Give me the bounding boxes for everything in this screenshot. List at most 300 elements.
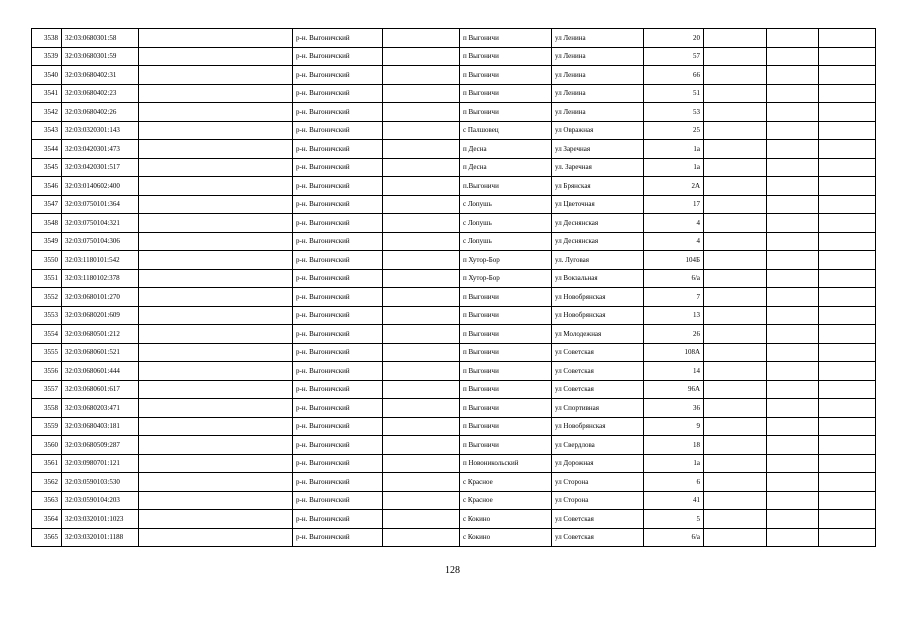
empty-cell (767, 510, 819, 529)
empty-cell (139, 436, 293, 455)
district-cell: р-н. Выгоничский (293, 528, 383, 547)
empty-cell (139, 399, 293, 418)
empty-cell (767, 362, 819, 381)
cadastral-number-cell: 32:03:0680403:181 (62, 417, 139, 436)
empty-cell (819, 380, 876, 399)
empty-cell (767, 288, 819, 307)
empty-cell (383, 269, 460, 288)
house-number-cell: 6/а (644, 269, 704, 288)
house-number-cell: 18 (644, 436, 704, 455)
table-row (32, 232, 876, 251)
row-number-cell: 3555 (32, 343, 62, 362)
house-number-cell: 2А (644, 177, 704, 196)
empty-cell (767, 47, 819, 66)
table-row (32, 399, 876, 418)
row-number-cell: 3546 (32, 177, 62, 196)
empty-cell (383, 399, 460, 418)
empty-cell (139, 473, 293, 492)
row-number-cell: 3552 (32, 288, 62, 307)
empty-cell (819, 343, 876, 362)
street-cell: ул Дорожная (552, 454, 644, 473)
street-cell: ул Советская (552, 528, 644, 547)
empty-cell (819, 325, 876, 344)
register-body (32, 29, 876, 547)
house-number-cell: 6/а (644, 528, 704, 547)
street-cell: ул Овражная (552, 121, 644, 140)
settlement-cell: п Новоникольский (460, 454, 552, 473)
empty-cell (383, 66, 460, 85)
empty-cell (767, 214, 819, 233)
empty-cell (819, 510, 876, 529)
empty-cell (704, 195, 767, 214)
empty-cell (767, 491, 819, 510)
row-number-cell: 3557 (32, 380, 62, 399)
settlement-cell: с Лопушь (460, 195, 552, 214)
settlement-cell: п Выгоничи (460, 436, 552, 455)
street-cell: ул Спортивная (552, 399, 644, 418)
settlement-cell: с Кокино (460, 528, 552, 547)
district-cell: р-н. Выгоничский (293, 362, 383, 381)
empty-cell (819, 306, 876, 325)
empty-cell (704, 343, 767, 362)
district-cell: р-н. Выгоничский (293, 103, 383, 122)
empty-cell (704, 417, 767, 436)
row-number-cell: 3558 (32, 399, 62, 418)
cadastral-number-cell: 32:03:0590104:203 (62, 491, 139, 510)
table-row (32, 269, 876, 288)
row-number-cell: 3559 (32, 417, 62, 436)
table-row (32, 29, 876, 48)
empty-cell (704, 121, 767, 140)
empty-cell (139, 343, 293, 362)
empty-cell (383, 140, 460, 159)
empty-cell (139, 103, 293, 122)
settlement-cell: п Выгоничи (460, 66, 552, 85)
district-cell: р-н. Выгоничский (293, 288, 383, 307)
table-row (32, 380, 876, 399)
cadastral-number-cell: 32:03:1180101:542 (62, 251, 139, 270)
street-cell: ул Заречная (552, 140, 644, 159)
table-row (32, 473, 876, 492)
empty-cell (139, 251, 293, 270)
empty-cell (819, 473, 876, 492)
empty-cell (767, 140, 819, 159)
settlement-cell: п Десна (460, 158, 552, 177)
empty-cell (704, 306, 767, 325)
house-number-cell: 13 (644, 306, 704, 325)
empty-cell (819, 269, 876, 288)
empty-cell (704, 84, 767, 103)
cadastral-number-cell: 32:03:0680301:58 (62, 29, 139, 48)
table-row (32, 288, 876, 307)
house-number-cell: 1а (644, 158, 704, 177)
empty-cell (819, 454, 876, 473)
settlement-cell: с Лопушь (460, 214, 552, 233)
empty-cell (767, 158, 819, 177)
empty-cell (767, 473, 819, 492)
settlement-cell: п Хутор-Бор (460, 251, 552, 270)
empty-cell (819, 195, 876, 214)
empty-cell (819, 288, 876, 307)
cadastral-number-cell: 32:03:0590103:530 (62, 473, 139, 492)
street-cell: ул Советская (552, 380, 644, 399)
empty-cell (767, 417, 819, 436)
empty-cell (767, 232, 819, 251)
cadastral-number-cell: 32:03:0680501:212 (62, 325, 139, 344)
empty-cell (704, 399, 767, 418)
district-cell: р-н. Выгоничский (293, 29, 383, 48)
empty-cell (767, 29, 819, 48)
table-row (32, 140, 876, 159)
empty-cell (819, 29, 876, 48)
empty-cell (383, 436, 460, 455)
row-number-cell: 3549 (32, 232, 62, 251)
row-number-cell: 3543 (32, 121, 62, 140)
house-number-cell: 5 (644, 510, 704, 529)
row-number-cell: 3556 (32, 362, 62, 381)
empty-cell (767, 84, 819, 103)
cadastral-number-cell: 32:03:0680509:287 (62, 436, 139, 455)
empty-cell (767, 380, 819, 399)
empty-cell (139, 177, 293, 196)
district-cell: р-н. Выгоничский (293, 325, 383, 344)
table-row (32, 343, 876, 362)
empty-cell (819, 528, 876, 547)
house-number-cell: 4 (644, 214, 704, 233)
house-number-cell: 9 (644, 417, 704, 436)
house-number-cell: 53 (644, 103, 704, 122)
table-row (32, 454, 876, 473)
cadastral-number-cell: 32:03:0320301:143 (62, 121, 139, 140)
empty-cell (767, 454, 819, 473)
row-number-cell: 3542 (32, 103, 62, 122)
empty-cell (139, 325, 293, 344)
table-row (32, 103, 876, 122)
district-cell: р-н. Выгоничский (293, 140, 383, 159)
empty-cell (139, 195, 293, 214)
empty-cell (704, 288, 767, 307)
house-number-cell: 1а (644, 454, 704, 473)
table-row (32, 325, 876, 344)
district-cell: р-н. Выгоничский (293, 417, 383, 436)
cadastral-number-cell: 32:03:0320101:1023 (62, 510, 139, 529)
empty-cell (819, 177, 876, 196)
empty-cell (139, 66, 293, 85)
empty-cell (704, 158, 767, 177)
cadastral-number-cell: 32:03:0680101:270 (62, 288, 139, 307)
table-row (32, 362, 876, 381)
empty-cell (704, 177, 767, 196)
row-number-cell: 3544 (32, 140, 62, 159)
table-row (32, 528, 876, 547)
street-cell: ул Сторона (552, 491, 644, 510)
district-cell: р-н. Выгоничский (293, 177, 383, 196)
page-number: 128 (445, 565, 460, 576)
district-cell: р-н. Выгоничский (293, 232, 383, 251)
cadastral-number-cell: 32:03:0680203:471 (62, 399, 139, 418)
cadastral-number-cell: 32:03:0750104:306 (62, 232, 139, 251)
street-cell: ул. Луговая (552, 251, 644, 270)
house-number-cell: 14 (644, 362, 704, 381)
settlement-cell: с Лопушь (460, 232, 552, 251)
empty-cell (139, 454, 293, 473)
cadastral-number-cell: 32:03:0750101:364 (62, 195, 139, 214)
empty-cell (383, 47, 460, 66)
street-cell: ул Деснянская (552, 232, 644, 251)
district-cell: р-н. Выгоничский (293, 473, 383, 492)
house-number-cell: 51 (644, 84, 704, 103)
empty-cell (767, 436, 819, 455)
street-cell: ул Молодежная (552, 325, 644, 344)
empty-cell (767, 66, 819, 85)
district-cell: р-н. Выгоничский (293, 436, 383, 455)
house-number-cell: 4 (644, 232, 704, 251)
row-number-cell: 3550 (32, 251, 62, 270)
street-cell: ул Новобрянская (552, 288, 644, 307)
settlement-cell: п Выгоничи (460, 362, 552, 381)
empty-cell (383, 454, 460, 473)
street-cell: ул Ленина (552, 66, 644, 85)
cadastral-number-cell: 32:03:0680402:31 (62, 66, 139, 85)
row-number-cell: 3545 (32, 158, 62, 177)
empty-cell (383, 84, 460, 103)
district-cell: р-н. Выгоничский (293, 343, 383, 362)
empty-cell (139, 158, 293, 177)
row-number-cell: 3553 (32, 306, 62, 325)
empty-cell (819, 214, 876, 233)
cadastral-number-cell: 32:03:0140602:400 (62, 177, 139, 196)
row-number-cell: 3554 (32, 325, 62, 344)
district-cell: р-н. Выгоничский (293, 214, 383, 233)
cadastral-number-cell: 32:03:0680402:23 (62, 84, 139, 103)
empty-cell (704, 251, 767, 270)
row-number-cell: 3563 (32, 491, 62, 510)
row-number-cell: 3547 (32, 195, 62, 214)
empty-cell (819, 103, 876, 122)
settlement-cell: п Выгоничи (460, 84, 552, 103)
house-number-cell: 57 (644, 47, 704, 66)
table-row (32, 214, 876, 233)
street-cell: ул Деснянская (552, 214, 644, 233)
row-number-cell: 3541 (32, 84, 62, 103)
settlement-cell: п Выгоничи (460, 29, 552, 48)
empty-cell (819, 436, 876, 455)
district-cell: р-н. Выгоничский (293, 47, 383, 66)
row-number-cell: 3540 (32, 66, 62, 85)
empty-cell (383, 29, 460, 48)
cadastral-number-cell: 32:03:0680601:521 (62, 343, 139, 362)
row-number-cell: 3561 (32, 454, 62, 473)
street-cell: ул Цветочная (552, 195, 644, 214)
street-cell: ул Советская (552, 343, 644, 362)
empty-cell (139, 528, 293, 547)
street-cell: ул Брянская (552, 177, 644, 196)
empty-cell (767, 121, 819, 140)
settlement-cell: п.Выгоничи (460, 177, 552, 196)
street-cell: ул. Заречная (552, 158, 644, 177)
empty-cell (704, 103, 767, 122)
house-number-cell: 66 (644, 66, 704, 85)
district-cell: р-н. Выгоничский (293, 251, 383, 270)
property-register-table (31, 28, 876, 547)
empty-cell (819, 251, 876, 270)
empty-cell (767, 399, 819, 418)
empty-cell (767, 195, 819, 214)
empty-cell (383, 343, 460, 362)
empty-cell (767, 103, 819, 122)
empty-cell (383, 177, 460, 196)
district-cell: р-н. Выгоничский (293, 195, 383, 214)
table-row (32, 436, 876, 455)
empty-cell (819, 399, 876, 418)
table-row (32, 195, 876, 214)
settlement-cell: с Красное (460, 491, 552, 510)
house-number-cell: 41 (644, 491, 704, 510)
empty-cell (383, 232, 460, 251)
empty-cell (383, 528, 460, 547)
empty-cell (383, 491, 460, 510)
empty-cell (819, 84, 876, 103)
cadastral-number-cell: 32:03:0680601:617 (62, 380, 139, 399)
house-number-cell: 6 (644, 473, 704, 492)
street-cell: ул Советская (552, 362, 644, 381)
settlement-cell: с Красное (460, 473, 552, 492)
empty-cell (767, 325, 819, 344)
cadastral-number-cell: 32:03:1180102:378 (62, 269, 139, 288)
empty-cell (819, 417, 876, 436)
house-number-cell: 7 (644, 288, 704, 307)
house-number-cell: 1а (644, 140, 704, 159)
row-number-cell: 3551 (32, 269, 62, 288)
empty-cell (704, 325, 767, 344)
street-cell: ул Ленина (552, 47, 644, 66)
empty-cell (819, 491, 876, 510)
empty-cell (819, 66, 876, 85)
empty-cell (767, 528, 819, 547)
street-cell: ул Вокзальная (552, 269, 644, 288)
street-cell: ул Ленина (552, 29, 644, 48)
street-cell: ул Свердлова (552, 436, 644, 455)
row-number-cell: 3564 (32, 510, 62, 529)
cadastral-number-cell: 32:03:0420301:517 (62, 158, 139, 177)
table-row (32, 491, 876, 510)
empty-cell (383, 325, 460, 344)
house-number-cell: 20 (644, 29, 704, 48)
row-number-cell: 3539 (32, 47, 62, 66)
settlement-cell: п Выгоничи (460, 399, 552, 418)
settlement-cell: п Выгоничи (460, 47, 552, 66)
empty-cell (139, 29, 293, 48)
district-cell: р-н. Выгоничский (293, 454, 383, 473)
empty-cell (704, 528, 767, 547)
street-cell: ул Советская (552, 510, 644, 529)
table-row (32, 66, 876, 85)
street-cell: ул Сторона (552, 473, 644, 492)
empty-cell (383, 362, 460, 381)
table-row (32, 158, 876, 177)
table-row (32, 417, 876, 436)
cadastral-number-cell: 32:03:0420301:473 (62, 140, 139, 159)
empty-cell (139, 491, 293, 510)
empty-cell (704, 362, 767, 381)
settlement-cell: п Выгоничи (460, 380, 552, 399)
settlement-cell: п Выгоничи (460, 417, 552, 436)
house-number-cell: 36 (644, 399, 704, 418)
table-row (32, 510, 876, 529)
house-number-cell: 25 (644, 121, 704, 140)
house-number-cell: 104Б (644, 251, 704, 270)
empty-cell (383, 214, 460, 233)
cadastral-number-cell: 32:03:0320101:1188 (62, 528, 139, 547)
empty-cell (383, 510, 460, 529)
empty-cell (767, 177, 819, 196)
empty-cell (819, 121, 876, 140)
empty-cell (139, 214, 293, 233)
street-cell: ул Ленина (552, 103, 644, 122)
street-cell: ул Новобрянская (552, 417, 644, 436)
empty-cell (383, 380, 460, 399)
row-number-cell: 3538 (32, 29, 62, 48)
empty-cell (383, 158, 460, 177)
empty-cell (704, 29, 767, 48)
empty-cell (704, 473, 767, 492)
row-number-cell: 3548 (32, 214, 62, 233)
row-number-cell: 3565 (32, 528, 62, 547)
cadastral-number-cell: 32:03:0680201:609 (62, 306, 139, 325)
district-cell: р-н. Выгоничский (293, 121, 383, 140)
table-row (32, 47, 876, 66)
empty-cell (704, 510, 767, 529)
settlement-cell: п Выгоничи (460, 325, 552, 344)
table-row (32, 121, 876, 140)
empty-cell (139, 306, 293, 325)
district-cell: р-н. Выгоничский (293, 66, 383, 85)
table-row (32, 177, 876, 196)
empty-cell (704, 436, 767, 455)
settlement-cell: п Выгоничи (460, 288, 552, 307)
row-number-cell: 3562 (32, 473, 62, 492)
empty-cell (139, 380, 293, 399)
table-row (32, 84, 876, 103)
empty-cell (767, 251, 819, 270)
empty-cell (383, 417, 460, 436)
empty-cell (704, 454, 767, 473)
table-row (32, 251, 876, 270)
empty-cell (819, 362, 876, 381)
empty-cell (704, 269, 767, 288)
empty-cell (704, 140, 767, 159)
empty-cell (767, 343, 819, 362)
empty-cell (139, 47, 293, 66)
empty-cell (819, 232, 876, 251)
district-cell: р-н. Выгоничский (293, 491, 383, 510)
district-cell: р-н. Выгоничский (293, 510, 383, 529)
district-cell: р-н. Выгоничский (293, 399, 383, 418)
empty-cell (819, 47, 876, 66)
house-number-cell: 96А (644, 380, 704, 399)
cadastral-number-cell: 32:03:0680601:444 (62, 362, 139, 381)
empty-cell (139, 417, 293, 436)
empty-cell (704, 66, 767, 85)
cadastral-number-cell: 32:03:0980701:121 (62, 454, 139, 473)
table-row (32, 306, 876, 325)
settlement-cell: п Выгоничи (460, 306, 552, 325)
empty-cell (704, 214, 767, 233)
cadastral-number-cell: 32:03:0680301:59 (62, 47, 139, 66)
district-cell: р-н. Выгоничский (293, 269, 383, 288)
settlement-cell: п Выгоничи (460, 103, 552, 122)
empty-cell (139, 288, 293, 307)
